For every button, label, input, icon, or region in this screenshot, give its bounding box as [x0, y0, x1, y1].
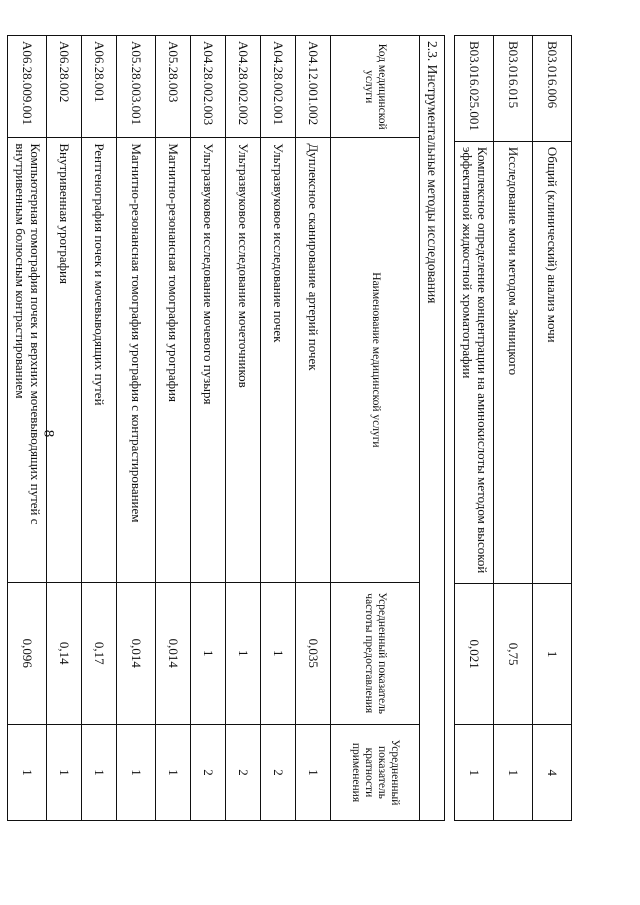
service-name: Рентгенография почек и мочевыводящих путей [82, 138, 117, 582]
table-row [156, 36, 191, 821]
service-name: Ультразвуковое исследование почек [261, 138, 296, 582]
frequency-value: 0,014 [156, 582, 191, 724]
service-code: A04.28.002.003 [191, 36, 226, 138]
service-code: A06.28.001 [82, 36, 117, 138]
table-row [296, 36, 331, 821]
service-code: A04.28.002.002 [226, 36, 261, 138]
frequency-value: 0,14 [47, 582, 82, 724]
instrumental-methods-table [7, 35, 445, 821]
frequency-value: 1 [261, 582, 296, 724]
frequency-value: 0,17 [82, 582, 117, 724]
page-number: 8 [40, 429, 57, 438]
service-name: Общий (клинический) анализ мочи [533, 141, 572, 583]
service-name: Исследование мочи методом Зимницкого [494, 141, 533, 583]
multiplicity-value: 1 [296, 724, 331, 820]
column-header-multiplicity: Усредненный показатель кратности применения [331, 724, 420, 820]
service-name: Ультразвуковое исследование мочевого пузыря [191, 138, 226, 582]
service-code: B03.016.006 [533, 36, 572, 142]
table-row [494, 36, 533, 821]
frequency-value: 1 [533, 583, 572, 725]
frequency-value: 1 [226, 582, 261, 724]
multiplicity-value: 2 [226, 724, 261, 820]
frequency-value: 0,75 [494, 583, 533, 725]
multiplicity-value: 4 [533, 725, 572, 821]
multiplicity-value: 1 [494, 725, 533, 821]
multiplicity-value: 1 [117, 724, 156, 820]
column-header-code: Код медицинской услуги [331, 36, 420, 138]
service-name: Магнитно-резонансная томография урография с контрастированием [117, 138, 156, 582]
section-title: 2.3. Инструментальные методы исследования [420, 36, 445, 821]
multiplicity-value: 2 [261, 724, 296, 820]
service-name: Магнитно-резонансная томография урография [156, 138, 191, 582]
table-row [226, 36, 261, 821]
frequency-value: 0,014 [117, 582, 156, 724]
frequency-value: 1 [191, 582, 226, 724]
table-row [455, 36, 494, 821]
service-code: A06.28.002 [47, 36, 82, 138]
table-row [191, 36, 226, 821]
frequency-value: 0,035 [296, 582, 331, 724]
service-code: A05.28.003.001 [117, 36, 156, 138]
service-code: A04.28.002.001 [261, 36, 296, 138]
frequency-value: 0,096 [8, 582, 47, 724]
frequency-value: 0,021 [455, 583, 494, 725]
service-code: A06.28.009.001 [8, 36, 47, 138]
multiplicity-value: 1 [8, 724, 47, 820]
service-code: B03.016.015 [494, 36, 533, 142]
column-header-name: Наименование медицинской услуги [331, 138, 420, 582]
service-code: A04.12.001.002 [296, 36, 331, 138]
header-row [331, 36, 420, 821]
table-row [261, 36, 296, 821]
service-code: B03.016.025.001 [455, 36, 494, 142]
table-row [117, 36, 156, 821]
table-row [8, 36, 47, 821]
service-name: Дуплексное сканирование артерий почек [296, 138, 331, 582]
multiplicity-value: 2 [191, 724, 226, 820]
table-row [82, 36, 117, 821]
multiplicity-value: 1 [47, 724, 82, 820]
table-row [533, 36, 572, 821]
service-name: Комплексное определение концентрации на аминокислоты методом высокой эффективной жидкостной хроматографии [455, 141, 494, 583]
service-name: Внутривенная урография [47, 138, 82, 582]
multiplicity-value: 1 [455, 725, 494, 821]
lab-tests-table [454, 35, 572, 821]
service-name: Ультразвуковое исследование мочеточников [226, 138, 261, 582]
service-name: Компьютерная томография почек и верхних мочевыводящих путей с внутривенным болюсным контрастированием [8, 138, 47, 582]
service-code: A05.28.003 [156, 36, 191, 138]
table-row [47, 36, 82, 821]
multiplicity-value: 1 [82, 724, 117, 820]
column-header-frequency: Усредненный показатель частоты предоставления [331, 582, 420, 724]
multiplicity-value: 1 [156, 724, 191, 820]
